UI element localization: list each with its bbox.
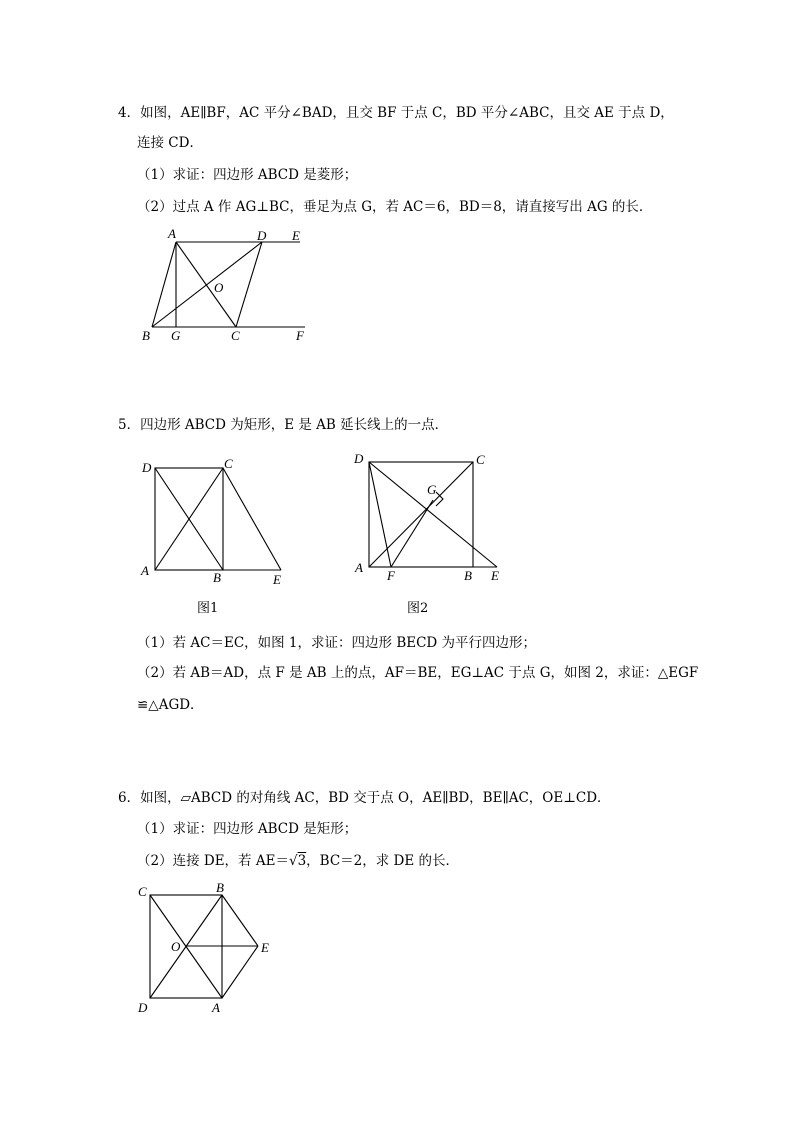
q5-fig1-caption: 图1 <box>197 601 219 616</box>
q4-part2: （2）过点 A 作 AG⊥BC，垂足为点 G，若 AC＝6，BD＝8，请直接写出 AG 的长． <box>137 199 653 215</box>
q6-part2-radicand: 3 <box>297 853 307 869</box>
q6-part2-pre: （2）连接 DE，若 AE＝ <box>137 853 289 869</box>
q6-label-E: E <box>261 940 269 955</box>
q6-label-O: O <box>171 939 181 954</box>
q4-label-B: B <box>142 328 150 343</box>
q4-label-F: F <box>296 328 304 343</box>
q6-part1: （1）求证：四边形 ABCD 是矩形； <box>137 821 358 837</box>
q5f2-label-C: C <box>476 452 485 467</box>
q5f1-label-B: B <box>213 570 221 585</box>
q6-part2-post: ，BC＝2，求 DE 的长． <box>306 853 460 869</box>
q5f2-label-F: F <box>387 568 395 583</box>
q4-part1: （1）求证：四边形 ABCD 是菱形； <box>137 167 358 183</box>
q5-fig2-caption: 图2 <box>407 601 429 616</box>
q4-label-A: A <box>168 226 176 241</box>
q5-stem: 5．四边形 ABCD 为矩形，E 是 AB 延长线上的一点． <box>118 417 449 433</box>
q5-part2-line2: ≌△AGD． <box>137 697 204 713</box>
q5f2-label-B: B <box>464 568 472 583</box>
q6-label-B: B <box>216 880 224 895</box>
q6-label-A: A <box>212 1000 220 1015</box>
q6-label-C: C <box>138 884 147 899</box>
q5f2-label-G: G <box>427 482 437 497</box>
q4-label-O: O <box>214 280 224 295</box>
q5f1-label-A: A <box>141 563 149 578</box>
q6-label-D: D <box>138 1000 148 1015</box>
q4-stem-line1: 4．如图，AE∥BF，AC 平分∠BAD，且交 BF 于点 C，BD 平分∠ABC，且交 AE 于点 D， <box>118 105 674 121</box>
q5f2-label-D: D <box>354 451 364 466</box>
q4-label-G: G <box>171 328 181 343</box>
q5f1-label-E: E <box>273 572 281 587</box>
sqrt-icon: √ <box>288 853 298 869</box>
q5f2-label-E: E <box>491 568 499 583</box>
q4-label-C: C <box>231 328 240 343</box>
q5f2-label-A: A <box>355 560 363 575</box>
q5f1-label-D: D <box>142 460 152 475</box>
q6-stem: 6．如图，▱ABCD 的对角线 AC，BD 交于点 O，AE∥BD，BE∥AC，OE⊥CD． <box>118 790 611 806</box>
q5f1-label-C: C <box>224 456 233 471</box>
q4-label-E: E <box>292 228 300 243</box>
q4-label-D: D <box>257 228 267 243</box>
q5-part1: （1）若 AC＝EC，如图 1，求证：四边形 BECD 为平行四边形； <box>137 635 537 651</box>
q5-part2-line1: （2）若 AB＝AD，点 F 是 AB 上的点，AF＝BE，EG⊥AC 于点 G，如图 2，求证：△EGF <box>137 665 699 681</box>
q4-stem-line2: 连接 CD． <box>137 135 203 151</box>
